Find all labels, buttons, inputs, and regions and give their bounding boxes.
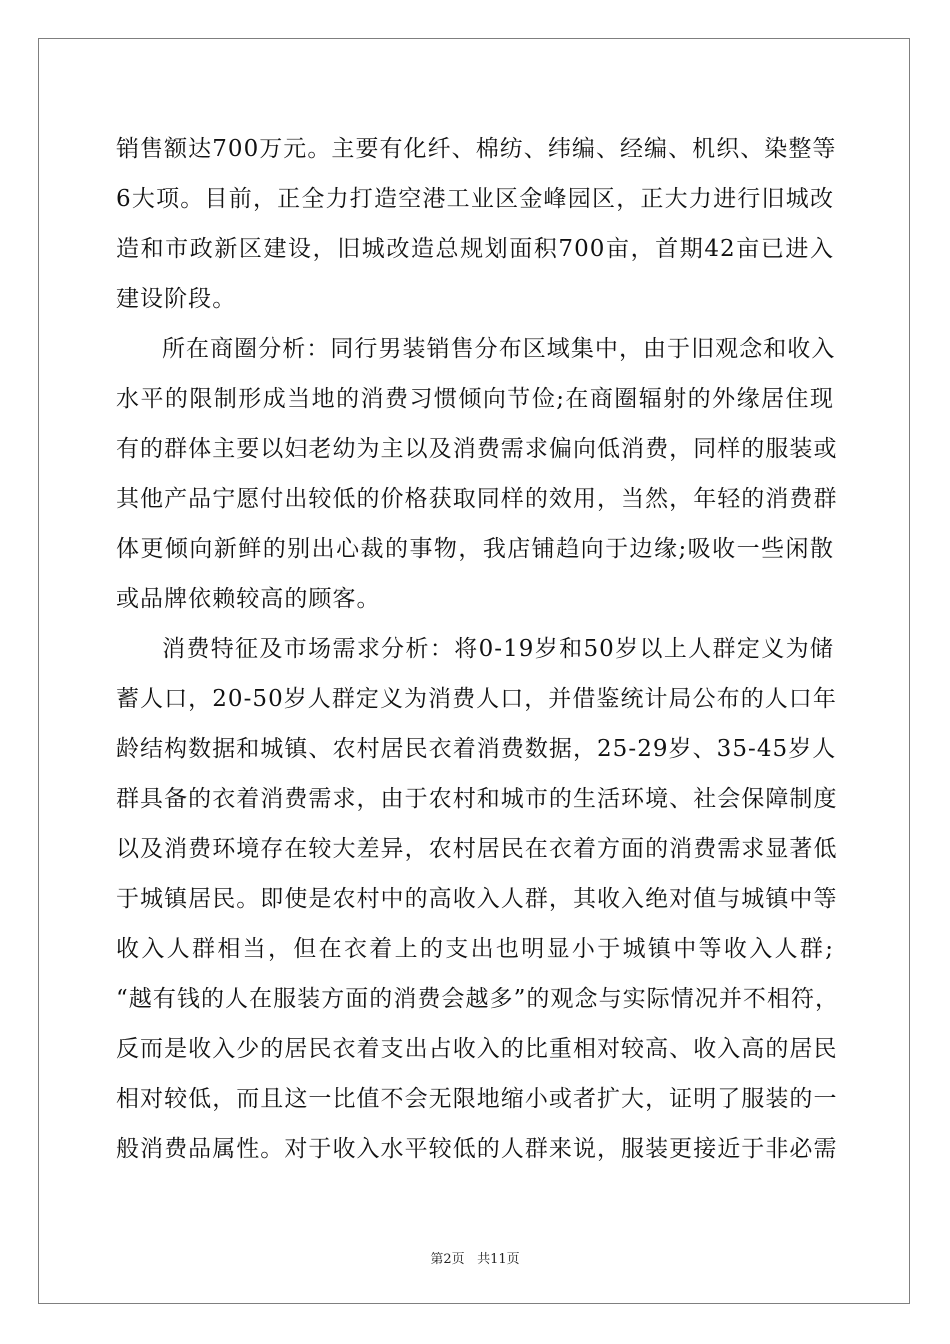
text-line: 以及消费环境存在较大差异，农村居民在衣着方面的消费需求显著低 <box>116 836 838 862</box>
text-line: 所在商圈分析：同行男装销售分布区域集中，由于旧观念和收入 <box>162 336 836 362</box>
text-line: 龄结构数据和城镇、农村居民衣着消费数据，25-29岁、35-45岁人 <box>116 736 837 762</box>
text-line: 水平的限制形成当地的消费习惯倾向节俭;在商圈辐射的外缘居住现 <box>116 386 834 412</box>
text-line: 建设阶段。 <box>116 286 237 312</box>
text-line: 体更倾向新鲜的别出心裁的事物，我店铺趋向于边缘;吸收一些闲散 <box>116 536 834 562</box>
text-line: 造和市政新区建设，旧城改造总规划面积700亩，首期42亩已进入 <box>116 236 834 262</box>
footer-spacer <box>465 1252 477 1267</box>
text-line: 消费特征及市场需求分析：将0-19岁和50岁以上人群定义为储 <box>162 636 834 662</box>
text-line: 有的群体主要以妇老幼为主以及消费需求偏向低消费，同样的服装或 <box>116 436 838 462</box>
text-line: 于城镇居民。即使是农村中的高收入人群，其收入绝对值与城镇中等 <box>116 886 838 912</box>
text-line: 群具备的衣着消费需求，由于农村和城市的生活环境、社会保障制度 <box>116 786 838 812</box>
text-line: 销售额达700万元。主要有化纤、棉纺、纬编、经编、机织、染整等 <box>116 136 837 162</box>
text-line: 其他产品宁愿付出较低的价格获取同样的效用，当然，年轻的消费群 <box>116 486 838 512</box>
text-line: 相对较低，而且这一比值不会无限地缩小或者扩大，证明了服装的一 <box>116 1086 838 1112</box>
text-line: “越有钱的人在服装方面的消费会越多”的观念与实际情况并不相符， <box>116 986 840 1012</box>
page-footer <box>0 1248 950 1267</box>
text-line: 反而是收入少的居民衣着支出占收入的比重相对较高、收入高的居民 <box>116 1036 838 1062</box>
text-line: 或品牌依赖较高的顾客。 <box>116 586 381 612</box>
text-line: 蓄人口，20-50岁人群定义为消费人口，并借鉴统计局公布的人口年 <box>116 686 837 712</box>
text-line: 般消费品属性。对于收入水平较低的人群来说，服装更接近于非必需 <box>116 1136 838 1162</box>
text-line: 收入人群相当，但在衣着上的支出也明显小于城镇中等收入人群; <box>116 936 834 962</box>
text-line: 6大项。目前，正全力打造空港工业区金峰园区，正大力进行旧城改 <box>116 186 834 212</box>
document-body <box>116 124 840 1174</box>
page-number: 第2页 <box>430 1252 465 1267</box>
page-total: 共11页 <box>477 1252 520 1267</box>
